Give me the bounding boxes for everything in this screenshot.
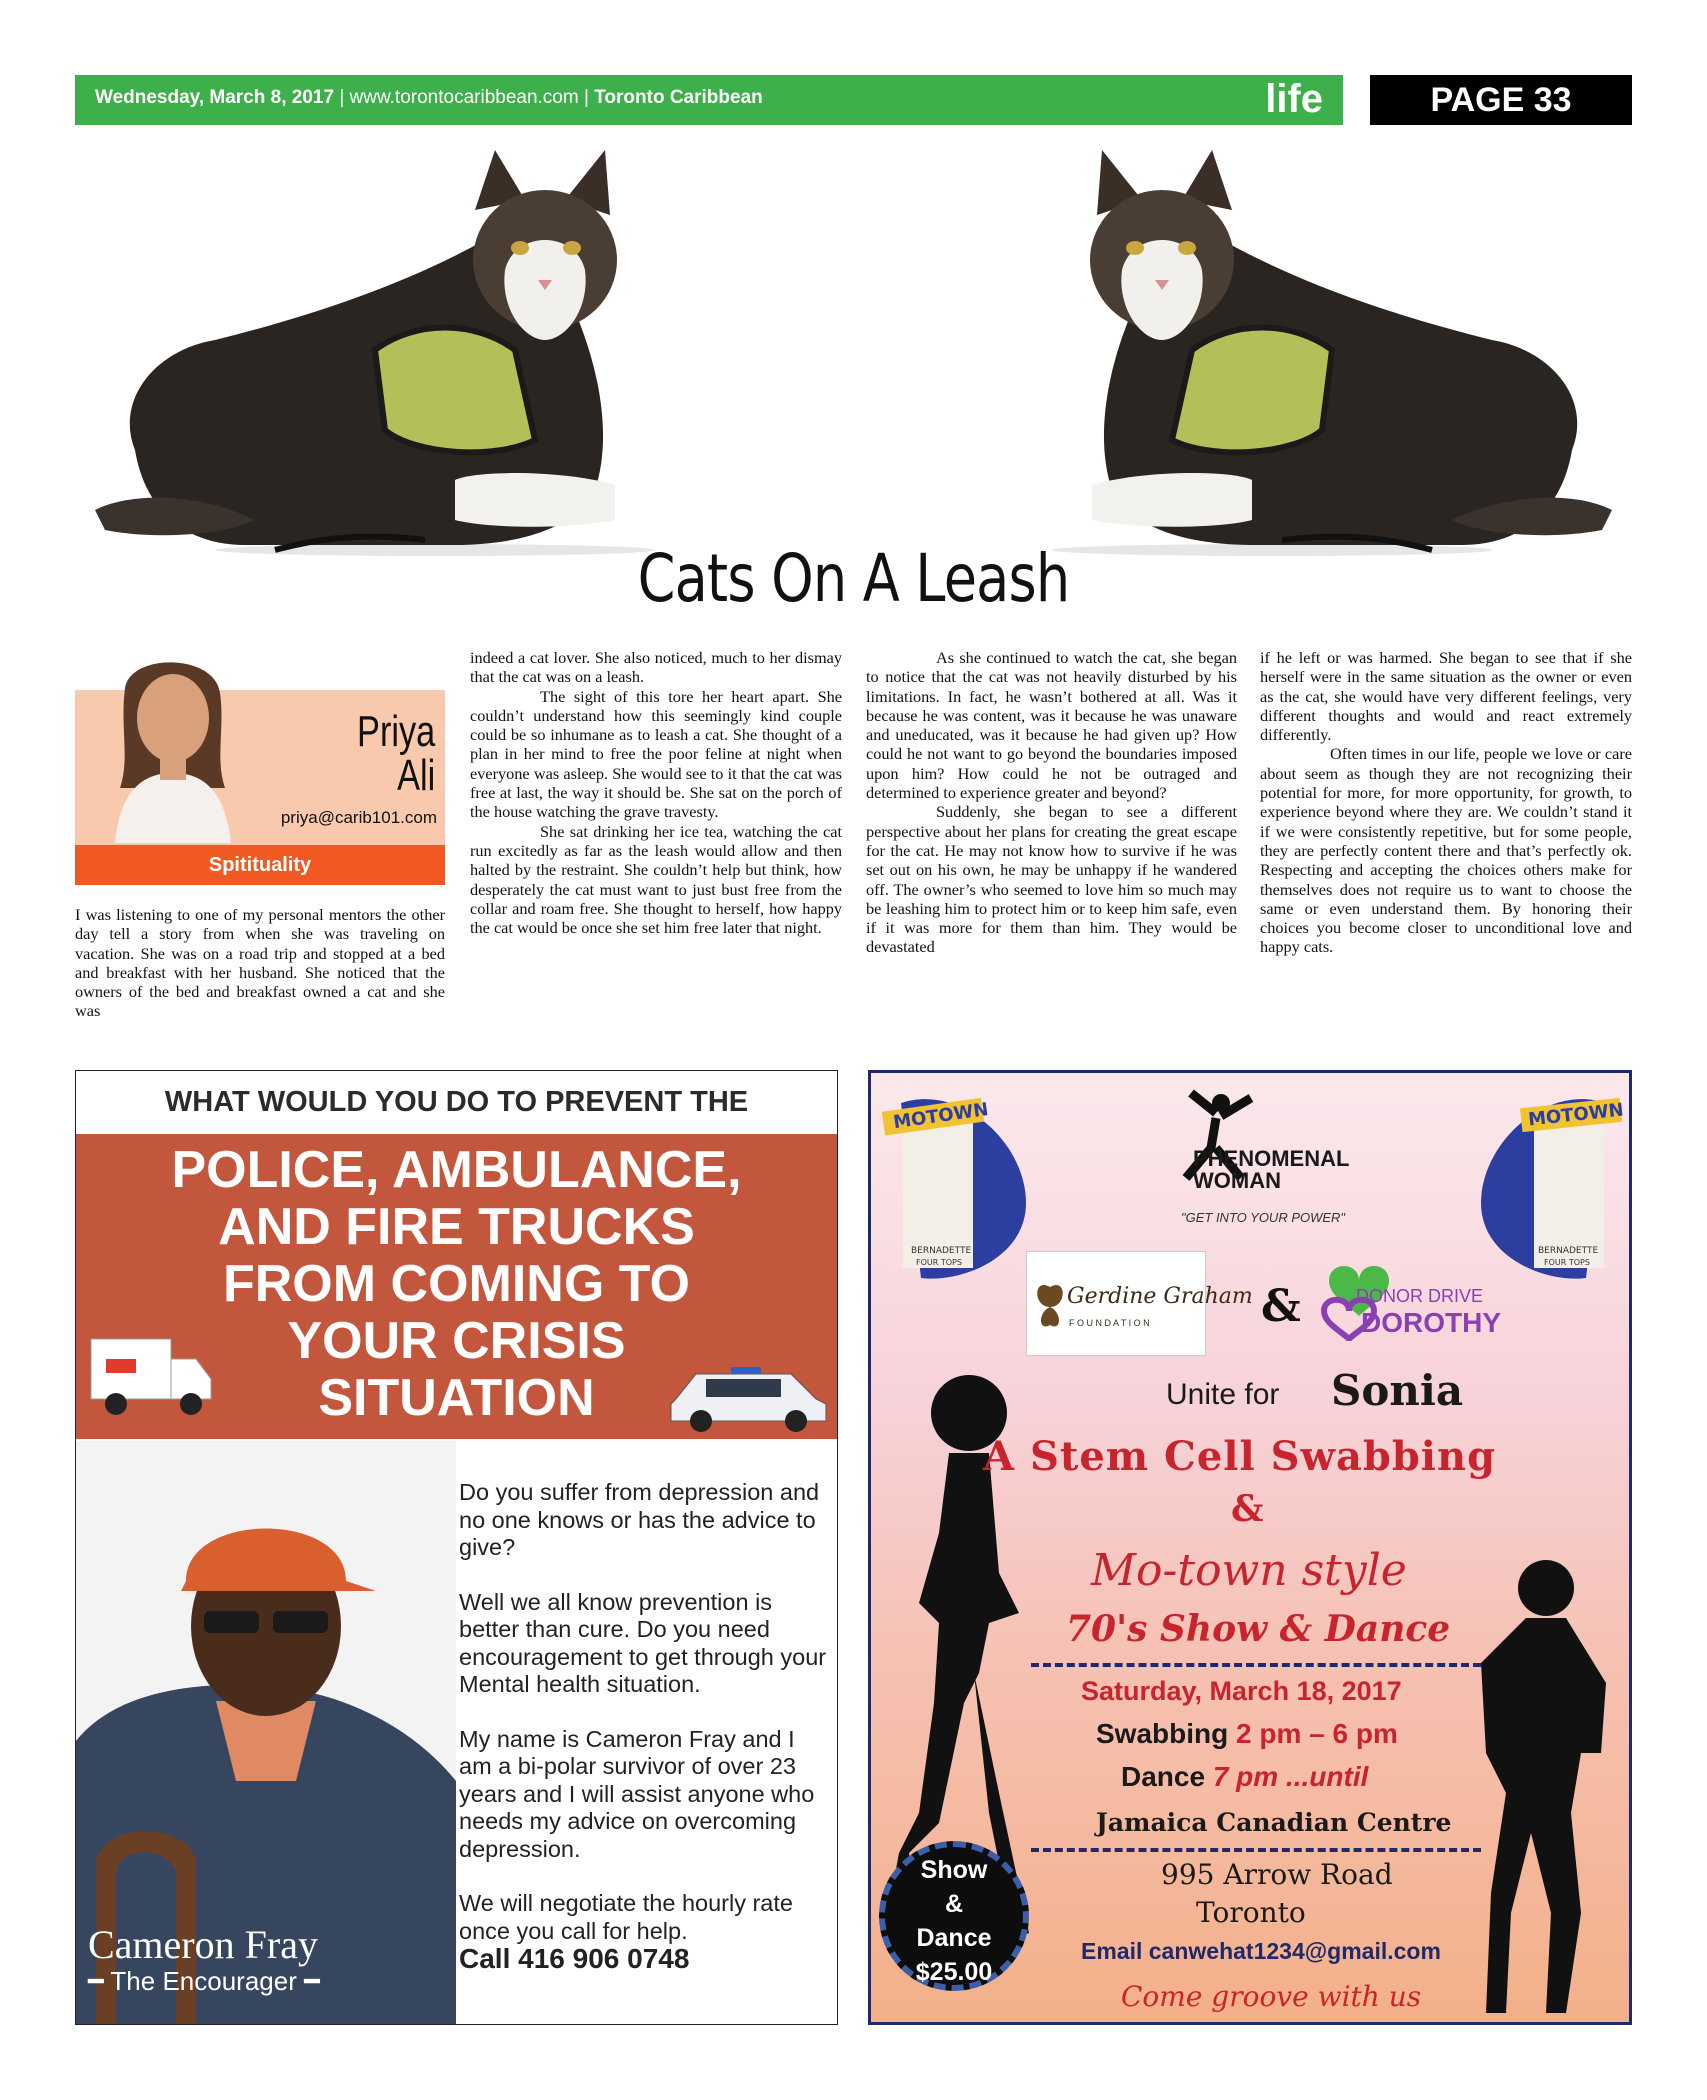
author-email[interactable]: priya@carib101.com bbox=[280, 808, 437, 827]
swabbing-time: Swabbing 2 pm – 6 pm bbox=[1096, 1718, 1398, 1749]
price-badge: Show & Dance $25.00 bbox=[879, 1841, 1029, 1991]
dance-time: Dance 7 pm ...until bbox=[1121, 1761, 1369, 1792]
page-number: PAGE 33 bbox=[1370, 75, 1632, 125]
butterfly-icon bbox=[1033, 1277, 1067, 1332]
unite-name: Sonia bbox=[1331, 1366, 1464, 1415]
ad-call-number[interactable]: Call 416 906 0748 bbox=[459, 1943, 690, 1974]
article-column-4: if he left or was harmed. She began to see that if she herself were in the same situation as the owner or even as the cat, she would have very different feelings, very different thoughts and would and react extremely differently. Often times in our life, people we love or care about seem as though they are not recognizing their potential for more, for more opportunity, for growth, to experience beyond where they are. We couldn’t stand it if we were consistently repetitive, but for some people, they are perfectly content there and that’s perfectly ok. Respecting and accepting the choices others make for themselves does not require us to want to choose the same or even understand them. By honoring their choices you become closer to unconditional love and happy cats. bbox=[1260, 648, 1632, 957]
article-title: Cats On A Leash bbox=[637, 540, 1070, 617]
ambulance-icon bbox=[86, 1329, 216, 1424]
svg-text:MOTOWN: MOTOWN bbox=[1527, 1099, 1625, 1131]
cats-illustration bbox=[75, 150, 1632, 560]
header-paper: Toronto Caribbean bbox=[594, 87, 763, 108]
header-bar bbox=[75, 75, 1343, 125]
dashed-line-bottom bbox=[1031, 1848, 1481, 1852]
section-label: life bbox=[1265, 77, 1323, 121]
police-car-icon bbox=[666, 1359, 831, 1434]
venue-city: Toronto bbox=[1196, 1896, 1306, 1929]
article-column-1: I was listening to one of my personal mentors the other day tell a story from when she was traveling on vacation. She was on a road trip and stopped at a bed and breakfast with her husband. She noticed that the owners of the bed and breakfast owned a cat and she was bbox=[75, 905, 445, 1021]
ampersand: & bbox=[1261, 1281, 1301, 1332]
ad-person-subtitle: ━ The Encourager ━ bbox=[88, 1966, 320, 1996]
author-name: Priya Ali bbox=[356, 707, 435, 800]
author-photo bbox=[75, 648, 270, 843]
column-name: Spitituality bbox=[75, 845, 445, 885]
donor-drive-line1: DONOR DRIVE bbox=[1356, 1286, 1484, 1306]
svg-text:BERNADETTE: BERNADETTE bbox=[1538, 1246, 1599, 1256]
headline-motown-style: Mo-town style bbox=[1091, 1545, 1407, 1596]
svg-text:BERNADETTE: BERNADETTE bbox=[911, 1246, 972, 1256]
svg-text:FOUR TOPS: FOUR TOPS bbox=[916, 1258, 962, 1267]
headline-swabbing: A Stem Cell Swabbing bbox=[983, 1433, 1497, 1480]
header-dateline: Wednesday, March 8, 2017 | www.torontocaribbean.com | Toronto Caribbean bbox=[95, 87, 763, 108]
motown-record-right-icon bbox=[1476, 1083, 1626, 1283]
dashed-line-top bbox=[1031, 1663, 1481, 1667]
dancer-silhouette-right bbox=[1456, 1553, 1626, 2023]
article-column-2: indeed a cat lover. She also noticed, much to her dismay that the cat was on a leash. The sight of this tore her heart apart. She couldn’t understand how this seemingly kind couple could be so inhumane as to leash a cat. She thought of a plan in her mind to free the poor feline at night when everyone was asleep. She would see to it that the cat was free at last, the way it should be. She sat on the porch of the house watching the grave travesty. She sat drinking her ice tea, watching the cat run excitedly as far as the leash would allow and then halted by the restraint. She couldn’t help but think, how desperately the cat must want to just bust free from the collar and roam free. She thought to herself, how happy the cat would be once she set him free later that night. bbox=[470, 648, 842, 938]
foundation-logo: Gerdine Graham F O U N D A T I O N bbox=[1026, 1251, 1206, 1356]
tagline: "GET INTO YOUR POWER" bbox=[1181, 1210, 1346, 1225]
ad-top-line: WHAT WOULD YOU DO TO PREVENT THE bbox=[164, 1086, 749, 1118]
header-website[interactable]: www.torontocaribbean.com bbox=[349, 87, 579, 108]
venue-name: Jamaica Canadian Centre bbox=[1096, 1808, 1452, 1837]
mental-health-ad bbox=[75, 1070, 838, 2025]
closing-line: Come groove with us bbox=[1121, 1980, 1422, 2013]
header-date: Wednesday, March 8, 2017 bbox=[95, 87, 335, 108]
phenomenal-woman-logo: PHENOMENAL WOMAN bbox=[1193, 1146, 1350, 1193]
event-email[interactable]: Email canwehat1234@gmail.com bbox=[1081, 1938, 1441, 1964]
unite-for: Unite for bbox=[1166, 1378, 1280, 1411]
svg-text:FOUR TOPS: FOUR TOPS bbox=[1544, 1258, 1590, 1267]
ad-headline: POLICE, AMBULANCE, AND FIRE TRUCKS FROM COMING TO YOUR CRISIS SITUATION bbox=[171, 1141, 742, 1427]
ad-person-name: Cameron Fray bbox=[88, 1922, 318, 1967]
stem-cell-event-ad bbox=[868, 1070, 1632, 2025]
svg-text:MOTOWN: MOTOWN bbox=[891, 1099, 990, 1134]
motown-record-left-icon bbox=[881, 1083, 1026, 1283]
headline-ampersand: & bbox=[1231, 1488, 1264, 1530]
venue-address: 995 Arrow Road bbox=[1161, 1858, 1393, 1891]
article-column-3: As she continued to watch the cat, she began to notice that the cat was not heavily disturbed by his limitations. In fact, he wasn’t bothered at all. Was it because he was content, was it because he was unaware and uneducated, was it because he had given up? How could he not want to go beyond the boundaries imposed upon him? How could he not be outraged and determined to experience greater and beyond? Suddenly, she began to see a different perspective about her plans for creating the great escape for the cat. He may not know how to survive if he was set out on his own, he may be unhappy if he wandered off. The owner’s who seemed to love him so much may be leashing him to protect him or to keep him safe, even if it was more for them than him. They would be devastated bbox=[866, 648, 1237, 957]
headline-show-dance: 70's Show & Dance bbox=[1066, 1608, 1451, 1650]
ad-headline-band bbox=[76, 1134, 837, 1439]
donor-drive-line2: DOROTHY bbox=[1361, 1307, 1501, 1338]
event-date: Saturday, March 18, 2017 bbox=[1081, 1676, 1402, 1706]
ad-body-copy: Do you suffer from depression and no one knows or has the advice to give? Well we all know prevention is better than cure. Do you need encouragement to get through your Mental health situation. My name is Cameron Fray and I am a bi-polar survivor of over 23 years and I will assist anyone who needs my advice on overcoming depression. We will negotiate the hourly rate once you call for help. Call 416 906 0748 bbox=[459, 1479, 829, 1973]
